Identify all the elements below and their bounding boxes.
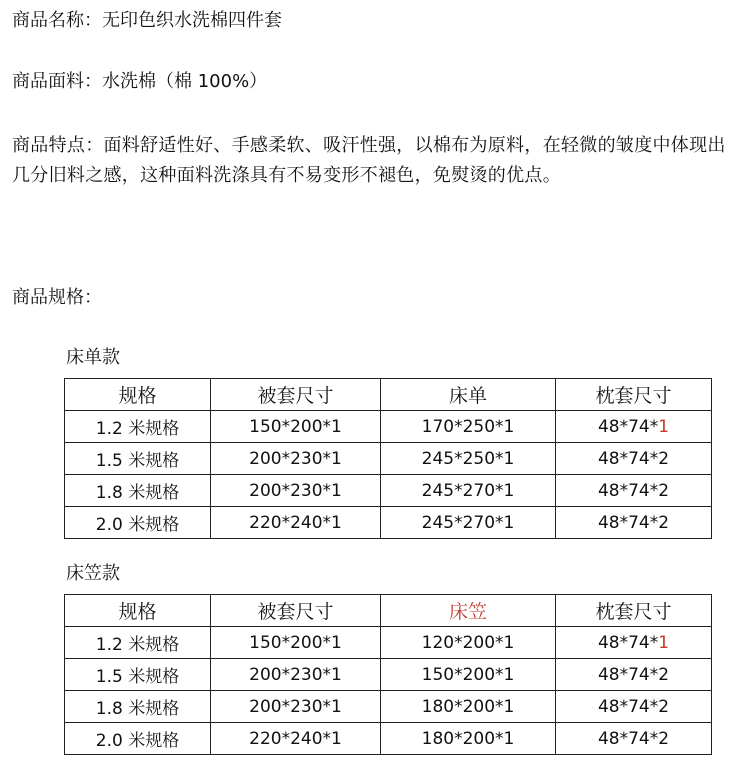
header-sheet: 床单: [381, 379, 556, 411]
fitted-sheet-spec-table: [64, 594, 712, 755]
cell-pillow: [556, 627, 712, 659]
cell-size: 1.5 米规格: [65, 443, 211, 475]
header-duvet-size: 被套尺寸: [211, 595, 381, 627]
pillow-size-text: 48*74*: [597, 416, 659, 437]
cell-pillow: [556, 411, 712, 443]
pillow-size-text: 48*74*: [597, 480, 659, 501]
product-name-line: 商品名称：无印色织水洗棉四件套: [12, 10, 282, 31]
product-features-paragraph: 商品特点：面料舒适性好、手感柔软、吸汗性强，以棉布为原料，在轻微的皱度中体现出几分旧料之感，这种面料洗涤具有不易变形不褪色，免熨烫的优点。: [12, 135, 726, 186]
cell-sheet: 245*270*1: [381, 475, 556, 507]
cell-pillow: [556, 723, 712, 755]
cell-duvet: 150*200*1: [211, 627, 381, 659]
table-header-row: [65, 595, 712, 627]
cell-duvet: 220*240*1: [211, 507, 381, 539]
product-fabric-line: 商品面料：水洗棉（棉 100%）: [12, 71, 268, 92]
cell-sheet: 180*200*1: [381, 723, 556, 755]
cell-sheet: 180*200*1: [381, 691, 556, 723]
pillow-size-text: 48*74*: [597, 448, 659, 469]
cell-size: 2.0 米规格: [65, 507, 211, 539]
cell-sheet: 170*250*1: [381, 411, 556, 443]
bedsheet-table-caption: 床单款: [66, 347, 120, 368]
cell-pillow: [556, 659, 712, 691]
header-fitted-sheet: 床笠: [381, 595, 556, 627]
table-row: [65, 659, 712, 691]
cell-duvet: 200*230*1: [211, 475, 381, 507]
cell-size: 2.0 米规格: [65, 723, 211, 755]
pillow-size-text: 48*74*: [597, 512, 659, 533]
pillow-size-text: 48*74*: [597, 664, 659, 685]
cell-pillow: [556, 507, 712, 539]
fitted-sheet-table-caption: 床笠款: [66, 563, 120, 584]
cell-pillow: [556, 475, 712, 507]
cell-pillow: [556, 443, 712, 475]
cell-duvet: 200*230*1: [211, 691, 381, 723]
pillow-qty-text: 1: [658, 416, 670, 437]
header-duvet-size: 被套尺寸: [211, 379, 381, 411]
pillow-qty-text: 2: [658, 448, 670, 469]
table-header-row: [65, 379, 712, 411]
table-row: [65, 443, 712, 475]
pillow-size-text: 48*74*: [597, 696, 659, 717]
cell-sheet: 150*200*1: [381, 659, 556, 691]
cell-duvet: 220*240*1: [211, 723, 381, 755]
pillow-qty-text: 2: [658, 728, 670, 749]
header-size: 规格: [65, 595, 211, 627]
cell-sheet: 120*200*1: [381, 627, 556, 659]
pillow-qty-text: 2: [658, 696, 670, 717]
table-row: [65, 475, 712, 507]
table-row: [65, 507, 712, 539]
product-spec-heading: 商品规格：: [12, 287, 102, 308]
pillow-qty-text: 2: [658, 512, 670, 533]
pillow-size-text: 48*74*: [597, 728, 659, 749]
cell-sheet: 245*270*1: [381, 507, 556, 539]
cell-pillow: [556, 691, 712, 723]
header-pillow-size: 枕套尺寸: [556, 379, 712, 411]
cell-size: 1.8 米规格: [65, 691, 211, 723]
pillow-qty-text: 1: [658, 632, 670, 653]
cell-size: 1.2 米规格: [65, 627, 211, 659]
pillow-qty-text: 2: [658, 664, 670, 685]
cell-size: 1.2 米规格: [65, 411, 211, 443]
cell-sheet: 245*250*1: [381, 443, 556, 475]
pillow-qty-text: 2: [658, 480, 670, 501]
table-row: [65, 411, 712, 443]
cell-size: 1.8 米规格: [65, 475, 211, 507]
header-size: 规格: [65, 379, 211, 411]
cell-duvet: 200*230*1: [211, 443, 381, 475]
table-row: [65, 627, 712, 659]
pillow-size-text: 48*74*: [597, 632, 659, 653]
cell-duvet: 200*230*1: [211, 659, 381, 691]
cell-size: 1.5 米规格: [65, 659, 211, 691]
table-row: [65, 723, 712, 755]
bedsheet-spec-table: [64, 378, 712, 539]
table-row: [65, 691, 712, 723]
header-pillow-size: 枕套尺寸: [556, 595, 712, 627]
cell-duvet: 150*200*1: [211, 411, 381, 443]
